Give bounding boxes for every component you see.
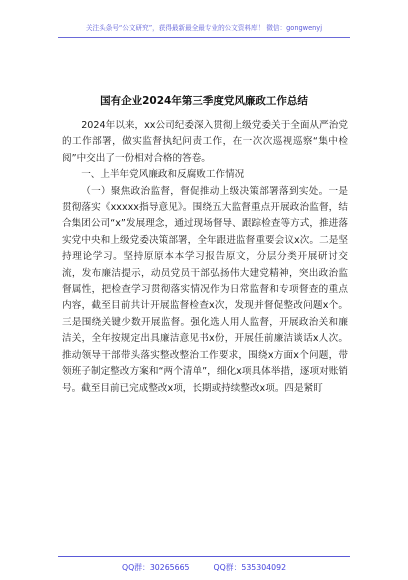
footer-qq-group-1: QQ群：30265665 [121, 563, 190, 572]
footer-divider [58, 556, 350, 557]
header-banner: 关注头条号“公文研究”，获得最新最全最专业的公文资料库！ 微信：gongwenyj [85, 24, 323, 32]
footer [0, 562, 408, 573]
section-heading: 一、上半年党风廉政和反腐败工作情况 [81, 169, 245, 181]
document-title: 国有企业2024年第三季度党风廉政工作总结 [100, 95, 308, 107]
header-divider [58, 37, 350, 38]
body-paragraph: 2024年以来，xx公司纪委深入贯彻上级党委关于全面从严治党的工作部署，做实监督执纪问责工作，在一次次巡视巡察“集中检阅”中交出了一份相对合格的答卷。 [62, 120, 348, 164]
document-body [62, 118, 348, 397]
body-paragraph: （一）聚焦政治监督，督促推动上级决策部署落到实处。一是贯彻落实《xxxxx指导意见》。围绕五大监督重点开展政治监督，结合集团公司“x”发展理念，通过现场督导、跟踪检查等方式，推进落实党中央和上级党委决策部署，全年跟进监督重要会议x次。二是坚持理论学习。坚持原原本本学习报告原文，分层分类开展研讨交流，发布廉洁提示，动员党员干部弘扬伟大建党精神，突出政治监督属性，把检查学习贯彻落实情况作为日常监督和专项督查的重点内容，截至目前共计开展监督检查x次，发现并督促整改问题x个。三是围绕关键少数开展监督。强化选人用人监督，开展政治关和廉洁关，全年按规定出具廉洁意见书x份，开展任前廉洁谈话x人次。推动领导干部带头落实整改整治工作要求，围绕x方面x个问题，带领班子制定整改方案和“两个清单”，细化x项具体举措，逐项对账销号。截至目前已完成整改x项，长期或持续整改x项。四是紧盯 [62, 185, 348, 394]
footer-qq-group-2: QQ群：535304092 [213, 563, 287, 572]
